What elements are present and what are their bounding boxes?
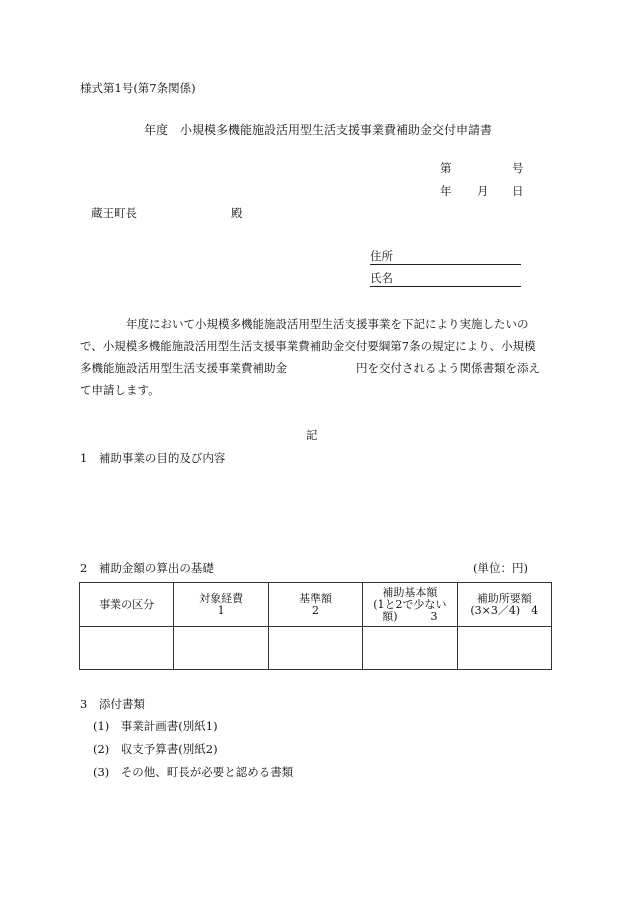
date-day: 日: [512, 184, 524, 198]
attachment-item: (3) その他、町長が必要と認める書類: [93, 765, 294, 779]
section-2-title: 2 補助金額の算出の基礎: [80, 561, 214, 575]
name-label: 氏名: [370, 271, 393, 285]
number-prefix: 第: [440, 161, 452, 175]
date-year: 年: [440, 184, 452, 198]
body-line: 多機能施設活用型生活支援事業費補助金 円を交付されるよう関係書類を添え: [80, 361, 540, 375]
attachment-item: (2) 収支予算書(別紙2): [93, 742, 218, 756]
body-line: て申請します。: [80, 383, 160, 397]
application-body: [80, 313, 555, 401]
cell-business-category[interactable]: [80, 627, 174, 670]
document-title: 年度 小規模多機能施設活用型生活支援事業費補助金交付申請書: [144, 123, 493, 137]
calculation-table: [79, 582, 552, 670]
addressee-honorific: 殿: [231, 206, 243, 220]
name-field[interactable]: [370, 270, 521, 287]
form-number: 様式第1号(第7条関係): [80, 81, 196, 95]
table-row: [80, 627, 552, 670]
body-line: 年度において小規模多機能施設活用型生活支援事業を下記により実施したいの: [126, 317, 529, 331]
body-line: で、小規模多機能施設活用型生活支援事業費補助金交付要綱第7条の規定により、小規模: [80, 339, 536, 353]
attachment-item: (1) 事業計画書(別紙1): [93, 719, 218, 733]
date-month: 月: [477, 184, 489, 198]
cell-subsidy-base[interactable]: [363, 627, 457, 670]
header-subsidy-required: 補助所要額 (3×3／4) 4: [457, 583, 551, 627]
header-standard-amount: 基準額 2: [268, 583, 362, 627]
ki-marker: 記: [306, 428, 318, 442]
cell-standard-amount[interactable]: [268, 627, 362, 670]
address-field[interactable]: [370, 248, 521, 265]
header-target-expense: 対象経費 1: [174, 583, 268, 627]
section-1-title: 1 補助事業の目的及び内容: [80, 451, 226, 465]
cell-target-expense[interactable]: [174, 627, 268, 670]
address-label: 住所: [370, 249, 393, 263]
number-suffix: 号: [512, 161, 524, 175]
unit-label: (単位：円): [473, 561, 528, 575]
addressee-name: 蔵王町長: [91, 206, 137, 220]
header-business-category: 事業の区分: [80, 583, 174, 627]
table-header-row: [80, 583, 552, 627]
header-subsidy-base: 補助基本額 (1と2で少ない 額) 3: [363, 583, 457, 627]
cell-subsidy-required[interactable]: [457, 627, 551, 670]
section-3-title: 3 添付書類: [80, 697, 145, 711]
